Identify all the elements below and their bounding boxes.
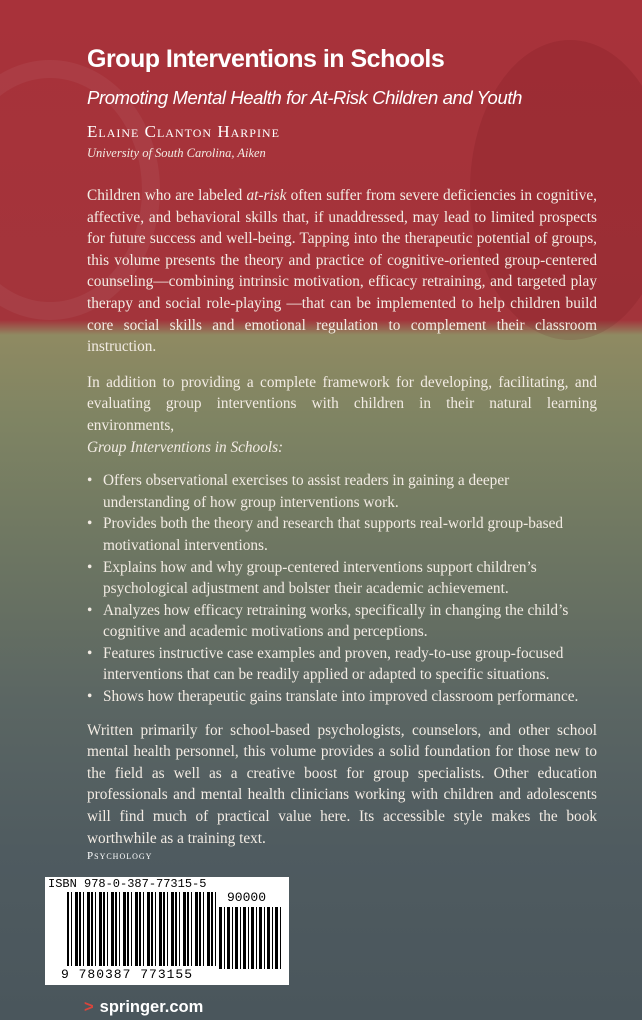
text: Written primarily for school-based psychologists, counselors, and other school mental health personnel, this volume provides a solid foundation for those new to the field as well as a creative boost for group specialists. Other education professionals and mental health clinicians working with children and adolescents will find much of practical value here. Its accessible style makes the book worthwhile as a training text. [87, 721, 597, 847]
book-title: Group Interventions in Schools [87, 45, 445, 73]
list-item: • Shows how therapeutic gains translate into improved classroom performance. [87, 686, 597, 708]
text: In addition to providing a complete framework for developing, facilitating, and evaluating group interventions with children in their natural learning environments, [87, 373, 597, 434]
list-item: • Analyzes how efficacy retraining works, specifically in changing the child’s cognitive and academic motivations and perceptions. [87, 600, 597, 643]
list-item: • Provides both the theory and research that supports real-world group-based motivational interventions. [87, 513, 597, 556]
barcode-number: 9 780387 773155 [61, 967, 194, 983]
feature-list [87, 470, 597, 708]
author-name: Elaine Clanton Harpine [87, 122, 280, 141]
isbn-text: ISBN 978-0-387-77315-5 [48, 877, 207, 892]
list-item: • Features instructive case examples and proven, ready-to-use group-focused interventions that can be readily applied or adapted to specific situations. [87, 643, 597, 686]
arrow-icon: > [84, 998, 94, 1017]
isbn-barcode [45, 877, 289, 985]
list-item: • Explains how and why group-centered interventions support children’s psychological adjustment and bolster their academic achievement. [87, 557, 597, 600]
addon-code: 90000 [227, 890, 267, 906]
description-paragraph-1 [87, 185, 597, 358]
list-item: • Offers observational exercises to assist readers in gaining a deeper understanding of how group interventions work. [87, 470, 597, 513]
emphasis: at-risk [246, 187, 287, 204]
barcode-bars [67, 892, 217, 966]
description-paragraph-2 [87, 372, 597, 458]
publisher-website [84, 997, 597, 1017]
description-paragraph-3 [87, 720, 597, 850]
book-subtitle: Promoting Mental Health for At-Risk Children and Youth [87, 87, 522, 108]
text: Children who are labeled [87, 187, 247, 204]
website-text: springer.com [99, 998, 204, 1017]
emphasis: Group Interventions in Schools: [87, 438, 284, 456]
addon-bars [219, 907, 281, 969]
author-affiliation: University of South Carolina, Aiken [87, 146, 266, 160]
category-label: Psychology [87, 850, 153, 863]
text: often suffer from severe deficiencies in cognitive, affective, and behavioral skills that, if unaddressed, may lead to limited prospects for future success and well-being. Tapping into the therapeutic potential of groups, this volume presents the theory and practice of cognitive-oriented group-centered counseling—combining intrinsic motivation, efficacy retraining, and targeted play therapy and social role-playing —that can be implemented to help children build core social skills and emotional regulation to complement their classroom instruction. [87, 187, 597, 356]
